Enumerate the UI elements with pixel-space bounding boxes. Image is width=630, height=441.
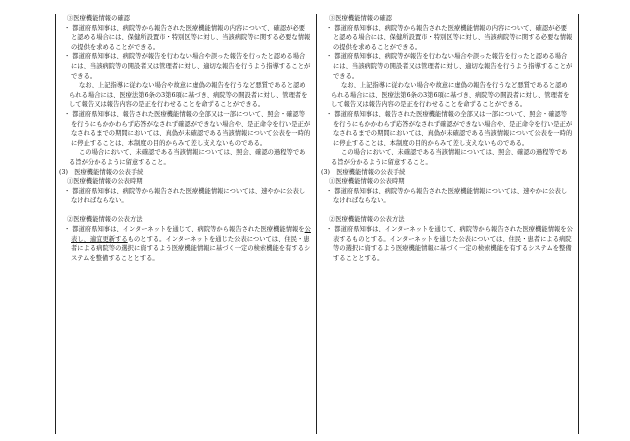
- paragraph: ・ 都道府県知事は、病院等から報告された医療機能情報の内容について、確認が必要と認める場合には、保健所設置市・特別区等に対し、当該病院等に関する必要な情報の提供を求めることができる。: [326, 24, 573, 51]
- paragraph: ・ 都道府県知事は、病院等から報告された医療機能情報の内容について、確認が必要と認める場合には、保健所設置市・特別区等に対し、当該病院等に関する必要な情報の提供を求めることができる。: [64, 24, 311, 51]
- section-heading: ③医療機能情報の確認: [67, 15, 130, 22]
- spacer: [321, 206, 573, 216]
- column-divider: [316, 14, 317, 434]
- text-run: ・ 都道府県知事は、インターネットを通じて、病院等から報告された医療機能情報を: [64, 226, 305, 234]
- paragraph: ・ 都道府県知事は、病院等が報告を行わない場合や誤った報告を行ったと認める場合には、当該病院等の開設者又は管理者に対し、適切な報告を行うよう指導することができる。: [64, 53, 311, 80]
- underlined-revision: 公表し、適宜更新する: [71, 226, 311, 243]
- section-heading: ③医療機能情報の確認: [329, 15, 392, 22]
- left-column: [59, 14, 311, 263]
- paragraph: なお、上記指導に従わない場合や故意に虚偽の報告を行うなど悪質であると認められる場合には、医療法第6条の3第6項に基づき、病院等の開設者に対し、管理者をして報告又は報告内容の是正を行わせることを命ずることができる。: [331, 82, 570, 109]
- paragraph: ・ 都道府県知事は、インターネットを通じて、病院等から報告された医療機能情報を公表するものとする。インターネットを通じた公表については、住民・患者による病院等の選択に資するよう医療機能情報に基づく一定の検索機能を有するシステムを整備することとする。: [326, 226, 573, 262]
- paragraph: ・ 都道府県知事は、報告された医療機能情報の全部又は一部について、照会・確認等を行うにもかかわらず応答がなされず確認ができない場合や、是正命令を行い是正がなされるまでの期間においては、真偽が未確認である当該情報について公表を一時的に停止することは、本制度の目的からみて差し支えないものである。: [326, 110, 573, 147]
- paragraph: ・ 都道府県知事は、病院等が報告を行わない場合や誤った報告を行ったと認める場合には、当該病院等の開設者又は管理者に対し、適切な報告を行うよう指導することができる。: [326, 53, 573, 80]
- spacer: [59, 206, 311, 216]
- subsection-heading: (3) 医療機能情報の公表手続: [59, 168, 144, 176]
- paragraph: ・ 都道府県知事は、報告された医療機能情報の全部又は一部について、照会・確認等を行うにもかかわらず応答がなされず確認ができない場合や、是正命令を行い是正がなされるまでの期間においては、真偽が未確認である当該情報について公表を一時的に停止することは、本制度の目的からみて差し支えないものである。: [64, 110, 311, 147]
- section-heading: ①医療機能情報の公表時期: [329, 178, 405, 186]
- right-column: [321, 14, 573, 263]
- section-heading: ①医療機能情報の公表時期: [67, 178, 143, 186]
- comparison-table: [55, 14, 579, 434]
- text-run: ものとする。インターネットを通じた公表については、住民・患者による病院等の選択に資するよう医療機能情報に基づく一定の検索機能を有するシステムを整備することとする。: [71, 235, 311, 262]
- section-heading: ②医療機能情報の公表方法: [329, 216, 405, 224]
- paragraph: ・ 都道府県知事は、病院等から報告された医療機能情報については、速やかに公表しなければならない。: [326, 187, 568, 205]
- document-page: [55, 14, 577, 434]
- paragraph: この場合において、未確認である当該情報については、照会、確認の過程等である旨が分かるように留意すること。: [69, 149, 306, 166]
- paragraph: なお、上記指導に従わない場合や故意に虚偽の報告を行うなど悪質であると認められる場合には、医療法第6条の3第6項に基づき、病院等の開設者に対し、管理者をして報告又は報告内容の是正を行わせることを命ずることができる。: [69, 82, 308, 109]
- paragraph: この場合において、未確認である当該情報については、照会、確認の過程等である旨が分かるように留意すること。: [331, 149, 568, 166]
- section-heading: ②医療機能情報の公表方法: [67, 216, 143, 224]
- paragraph: ・ 都道府県知事は、病院等から報告された医療機能情報については、速やかに公表しなければならない。: [64, 187, 306, 205]
- subsection-heading: (3) 医療機能情報の公表手続: [321, 168, 406, 176]
- paragraph: [59, 225, 311, 263]
